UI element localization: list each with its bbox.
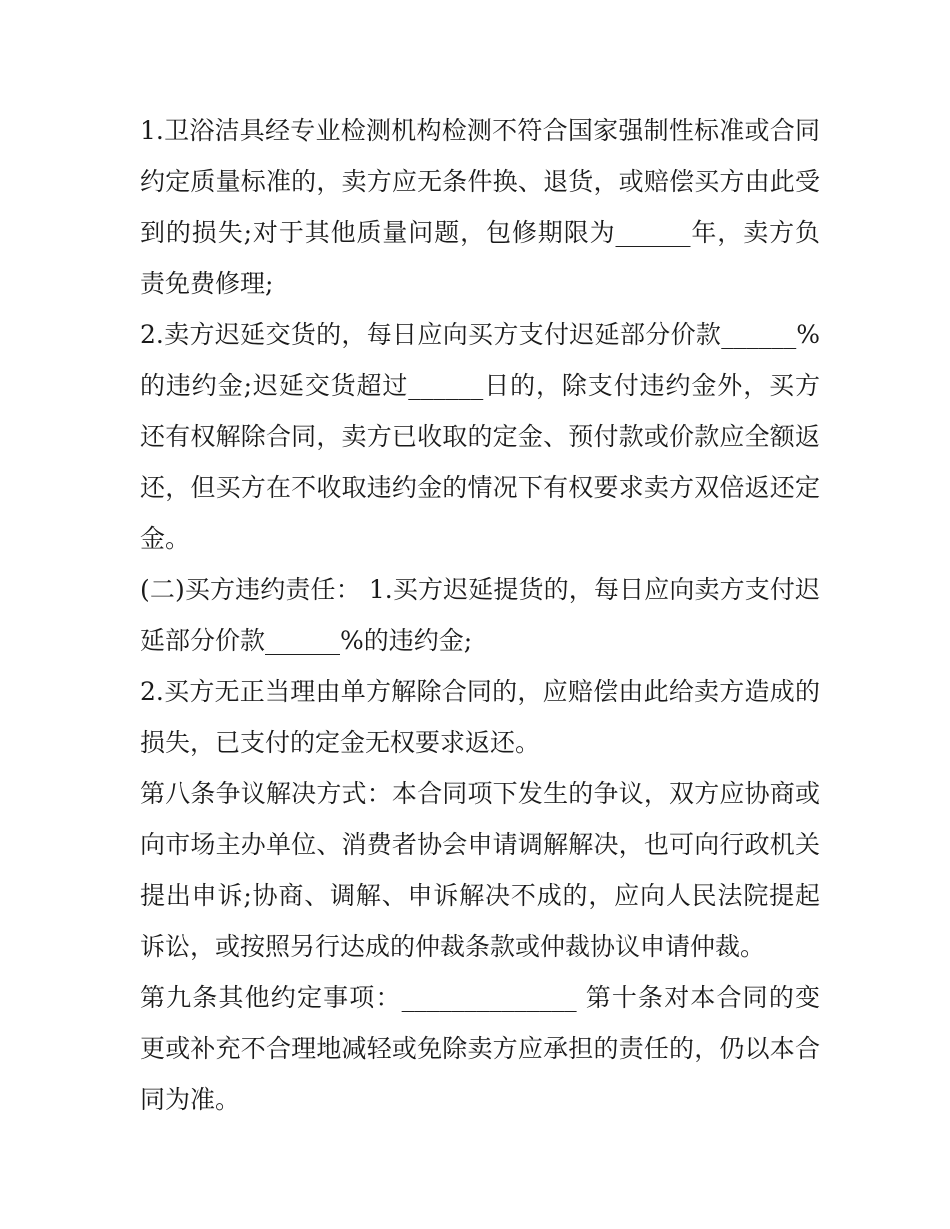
paragraph-article-8-dispute: 第八条争议解决方式：本合同项下发生的争议，双方应协商或向市场主办单位、消费者协会申请调解解决，也可向行政机关提出申诉;协商、调解、申诉解决不成的，应向人民法院提起诉讼，或按照另行达成的仲裁条款或仲裁协议申请仲裁。 — [140, 779, 820, 961]
paragraph-seller-delay-clause: 2.卖方迟延交货的，每日应向买方支付迟延部分价款______%的违约金;迟延交货超过______日的，除支付违约金外，买方还有权解除合同，卖方已收取的定金、预付款或价款应全额返还，但买方在不收取违约金的情况下有权要求卖方双倍返还定金。 — [140, 320, 820, 553]
paragraph-buyer-termination: 2.买方无正当理由单方解除合同的，应赔偿由此给卖方造成的损失，已支付的定金无权要求返还。 — [140, 677, 820, 757]
paragraph-buyer-liability: (二)买方违约责任： 1.买方迟延提货的，每日应向卖方支付迟延部分价款______%的违约金; — [140, 575, 820, 655]
paragraph-quality-clause: 1.卫浴洁具经专业检测机构检测不符合国家强制性标准或合同约定质量标准的，卖方应无条件换、退货，或赔偿买方由此受到的损失;对于其他质量问题，包修期限为______年，卖方负责免费修理; — [140, 116, 820, 298]
contract-body — [140, 105, 820, 1125]
paragraph-article-9-10: 第九条其他约定事项：______________ 第十条对本合同的变更或补充不合理地减轻或免除卖方应承担的责任的，仍以本合同为准。 — [140, 983, 820, 1114]
